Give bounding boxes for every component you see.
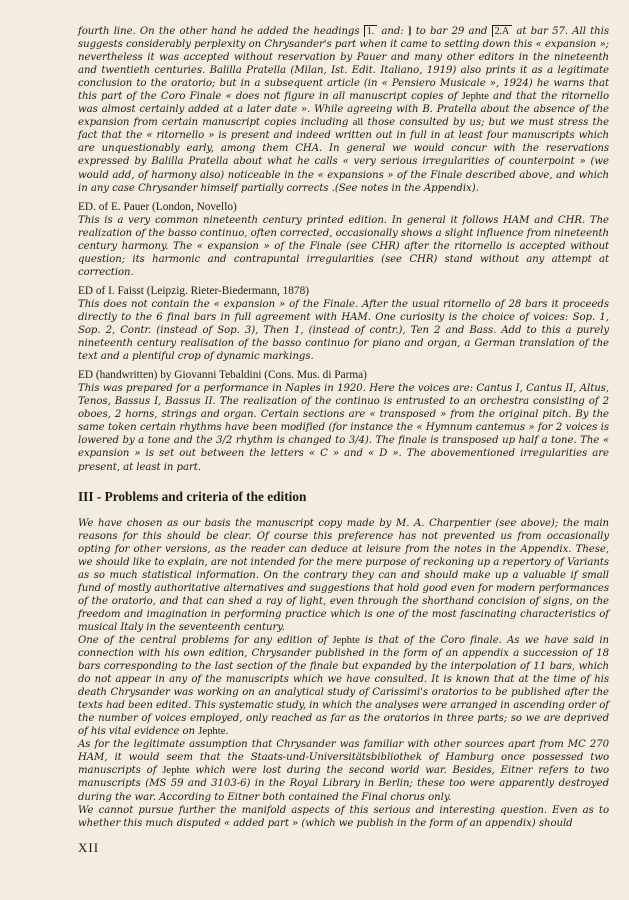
heading-mark-2: 2.A: [492, 25, 513, 37]
title-jephte: Jephte: [162, 764, 190, 777]
edition-entry-faisst: [78, 285, 609, 363]
section-title: III - Problems and criteria of the edition: [78, 488, 307, 504]
intro-text-2: and:: [377, 26, 408, 37]
edition-description: This does not contain the « expansion » of the Finale. After the usual ritornello of 28 bars it proceeds directly to the 6 final bars in full agreement with HAM. One curiosity is the choice of voices: Sop. 1, Sop. 2, Contr. (instead of Sop. 3), Then 1, (instead of contr.), Ten 2 and Bass. Add to this a purely nineteenth century realisation of the basso continuo for piano and organ, a German translation of the text and a plentiful crop of dynamic markings.: [78, 298, 609, 363]
heading-mark-1: 1.: [364, 25, 377, 37]
section-paragraph-3: [78, 738, 609, 803]
intro-text-3: to bar 29 and: [411, 26, 492, 37]
edition-entry-pauer: [78, 201, 609, 279]
edition-description: This is a very common nineteenth century printed edition. In general it follows HAM and CHR. The realization of the basso continuo, often corrected, occasionally shows a slight influence from nineteenth century harmony. The « expansion » of the Finale (see CHR) after the ritornello is accepted without question; its harmonic and contrapuntal irregularities (see CHR) stand without any attempt at correction.: [78, 214, 609, 278]
word-all: all: [352, 116, 364, 129]
section-paragraph-1: We have chosen as our basis the manuscript copy made by M. A. Charpentier (see above); the main reasons for this should be clear. Of course this preference has not prevented us from occasionally opting for other versions, as the reader can deduce at leisure from the notes in the Appendix. These, we should like to explain, are not intended for the mere purpose of reckoning up a repertory of Variants as so much statistical information. On the contrary they can and should make up a valuable if small fund of mostly authoritative alternatives and suggestions that hold good even for modern performances of the oratorio, and that can shed a ray of light, even through the shorthand concision of signs, on the freedom and imagination in performing practice which is one of the most fascinating characteristics of musical Italy in the seventeenth century.: [78, 517, 609, 633]
title-jephte: Jephte: [198, 725, 226, 738]
p2-text-a: One of the central problems for any edition of: [78, 634, 333, 646]
bracket-mark: ]: [407, 25, 412, 37]
p2-text-c: .: [225, 726, 229, 738]
edition-heading: ED. of E. Pauer (London, Novello): [78, 200, 237, 213]
edition-description: This was prepared for a performance in Naples in 1920. Here the voices are: Cantus I, Cantus II, Altus, Tenos, Bassus I, Bassus II. The realization of the continuo is entrusted to an orchestra consisting of 2 oboes, 2 horns, strings and organ. Certain sections are « transposed » from the original pitch. By the same token certain rhythms have been modified (for instance the « Hymnum cantemus » for 2 voices is lowered by a tone and the 3/2 rhythm is changed to 3/4). The finale is transposed up half a tone. The « expansion » is set out between the letters « C » and « D ». The abovementioned irregularities are present, at least in part.: [78, 383, 609, 473]
intro-paragraph: [78, 25, 609, 195]
edition-entry-tebaldini: [78, 369, 609, 473]
intro-text-4: at bar 57. All this suggests considerably perplexity on Chrysander's part when it came to setting down this « expansion »; nevertheless it was accepted without reservation by Pauer and many other editors in the nineteenth and twentieth centuries. Balilla Pratella (Milan, Ist. Edit. Italiano, 1919) also prints it as a legitimate conclusion to the oratorio; but in a subsequent article (in « Pensiero Musicale », 1924) he warns that this part of the Coro Finale « does not figure in all manuscript copies of: [78, 26, 609, 103]
title-jephte: Jephte: [332, 633, 360, 646]
p2-text-b: is that of the Coro finale. As we have said in connection with his own edition, Chrysander published in the form of an appendix a succession of 18 bars corresponding to the last section of the finale but expanded by the interpolation of 11 bars, which do not appear in any of the manuscripts which we have consulted. It is known that at the time of his death Chrysander was working on an analytical study of Carissimi's oratorios to be published after the texts had been edited. This systematic study, in which the analyses were arranged in ascending order of the number of voices employed, only reached as far as the oratorios in three parts; so we are deprived of his vital evidence on: [78, 634, 609, 738]
section-paragraph-2: [78, 634, 609, 738]
section-paragraph-4: We cannot pursue further the manifold aspects of this serious and interesting question. Even as to whether this much disputed « added part » (which we publish in the form of an appendix) should: [78, 804, 609, 829]
edition-heading: ED of I. Faisst (Leipzig. Rieter-Biedermann, 1878): [78, 284, 309, 297]
edition-heading: ED (handwritten) by Giovanni Tebaldini (Cons. Mus. di Parma): [78, 369, 367, 382]
intro-text-1: fourth line. On the other hand he added the headings: [78, 26, 360, 37]
page-body: [78, 25, 609, 830]
p3-text-a: As for the legitimate assumption that Chrysander was familiar with other sources apart from MC 270 HAM, it would seem that the Staats-und-Universitätsbibliothek of Hamburg once possessed two manuscripts of: [78, 739, 609, 777]
intro-text-6: those consulted by us; but we must stress the fact that the « ritornello » is present and indeed written out in full in at least four manuscripts which are unquestionably early, among them CHA. In general we would concur with the reservations expressed by Balilla Pratella about what he calls « very serious irregularities of counterpoint » (we would add, of harmony also) noticeable in the « expansions » of the Finale described above, and which in any case Chrysander himself partially corrects .(See notes in the Appendix).: [78, 117, 609, 194]
title-jephte: Jephte: [461, 90, 489, 103]
intro-text-5: and that the ritornello was almost certainly added at a later date ». While agreeing with B. Pratella about the absence of the expansion from certain manuscript copies including: [78, 91, 609, 129]
p3-text-b: which were lost during the second world war. Besides, Eitner refers to two manuscripts (MS 59 and 3103-6) in the Royal Library in Berlin; these too were apparently destroyed during the war. According to Eitner both contained the Final chorus only.: [78, 765, 609, 803]
page-number: XII: [78, 840, 100, 855]
